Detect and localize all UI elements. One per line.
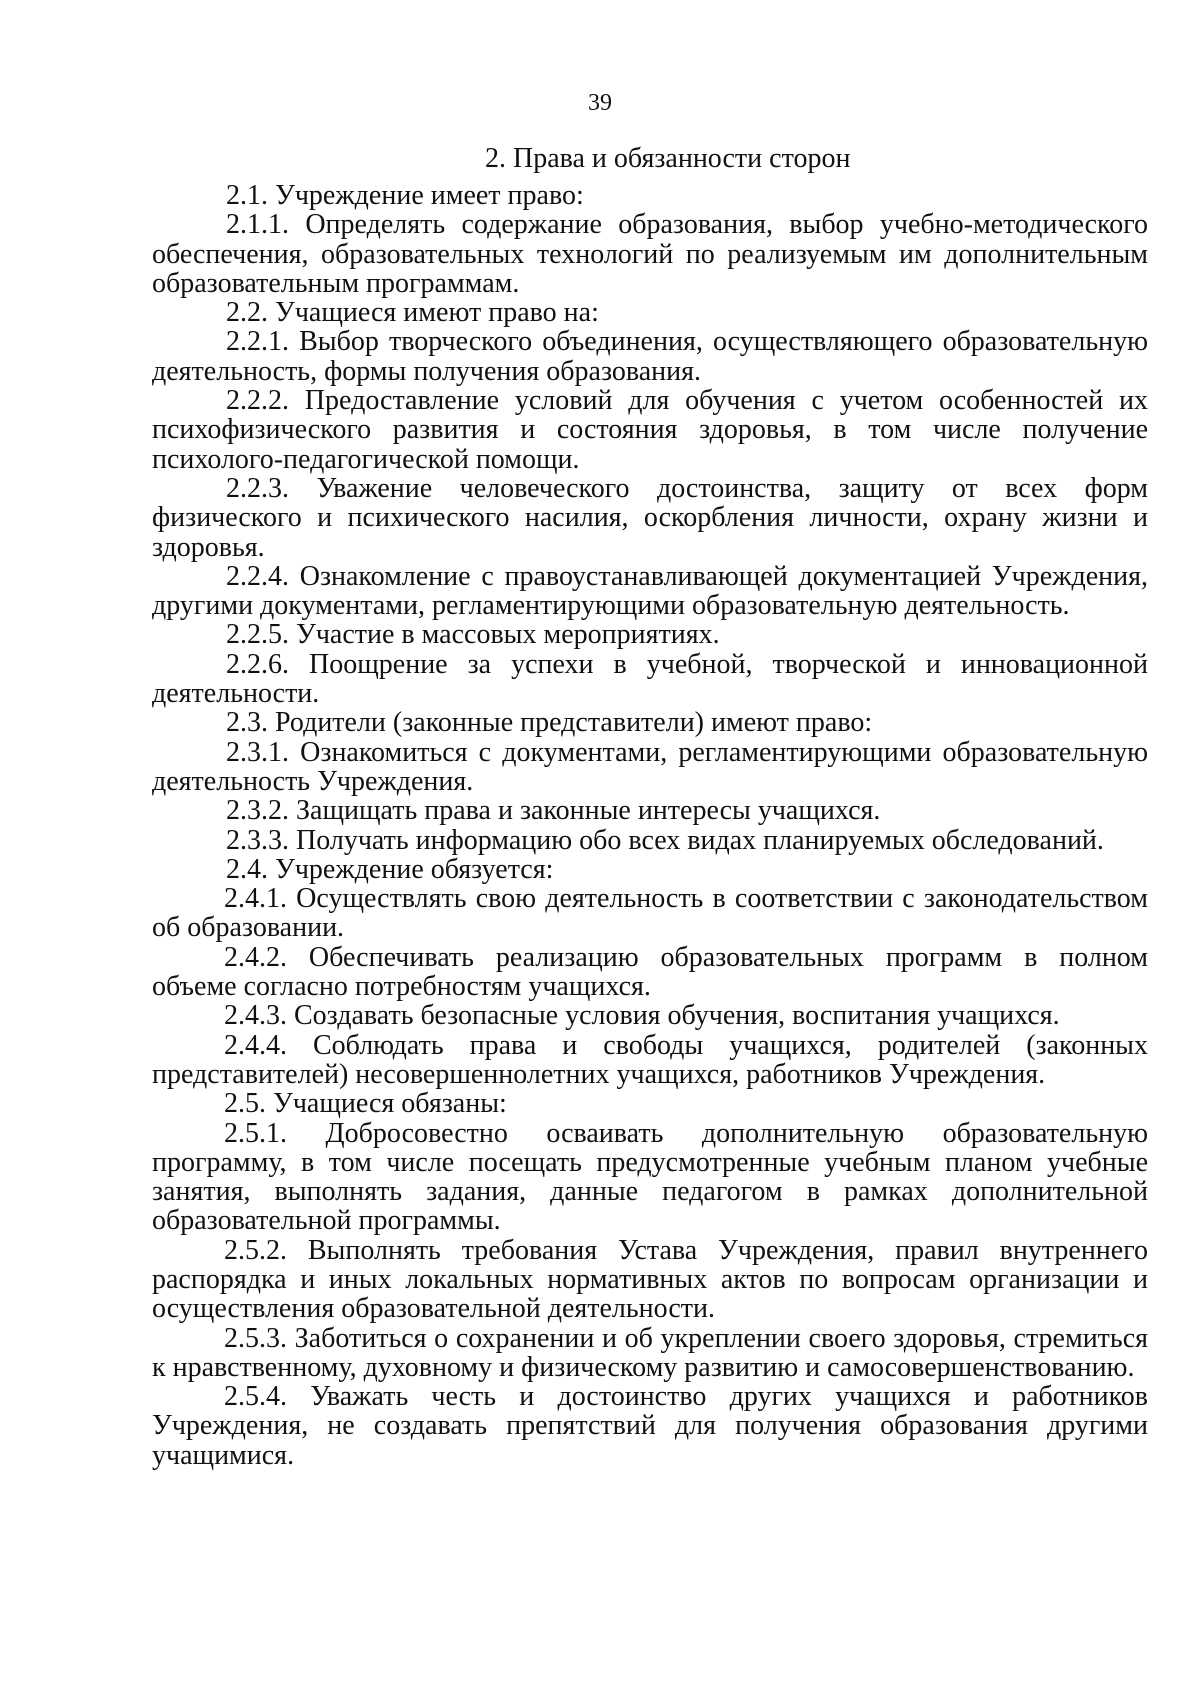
paragraph-2-5-1: 2.5.1. Добросовестно осваивать дополнительную образовательную программу, в том числе посещать предусмотренные учебным планом учебные занятия, выполнять задания, данные педагогом в рамках дополнительной образовательной программы. xyxy=(152,1117,1148,1237)
paragraph-2-4-1: 2.4.1. Осуществлять свою деятельность в соответствии с законодательством об образовании. xyxy=(152,883,1148,944)
section-title: 2. Права и обязанности сторон xyxy=(485,143,851,174)
paragraph-2-1: 2.1. Учреждение имеет право: xyxy=(226,180,584,211)
paragraph-2-4: 2.4. Учреждение обязуется: xyxy=(226,853,554,885)
paragraph-2-4-4: 2.4.4. Соблюдать права и свободы учащихся, родителей (законных представителей) несовершеннолетних учащихся, работников Учреждения. xyxy=(152,1029,1148,1090)
paragraph-2-5: 2.5. Учащиеся обязаны: xyxy=(224,1088,507,1120)
page-number: 39 xyxy=(588,90,612,116)
paragraph-2-2-5: 2.2.5. Участие в массовых мероприятиях. xyxy=(226,619,720,651)
paragraph-2-5-3: 2.5.3. Заботиться о сохранении и об укреплении своего здоровья, стремиться к нравственному, духовному и физическому развитию и самосовершенствованию. xyxy=(152,1322,1148,1383)
paragraph-2-2-3: 2.2.3. Уважение человеческого достоинства, защиту от всех форм физического и психического насилия, оскорбления личности, охрану жизни и здоровья. xyxy=(152,472,1148,563)
paragraph-2-1-1: 2.1.1. Определять содержание образования, выбор учебно-методического обеспечения, образовательных технологий по реализуемым им дополнительным образовательным программам. xyxy=(152,209,1148,299)
paragraph-2-2-6: 2.2.6. Поощрение за успехи в учебной, творческой и инновационной деятельности. xyxy=(152,648,1148,710)
paragraph-2-2-2: 2.2.2. Предоставление условий для обучения с учетом особенностей их психофизического развития и состояния здоровья, в том числе получение психолого-педагогической помощи. xyxy=(152,385,1148,475)
paragraph-2-2: 2.2. Учащиеся имеют право на: xyxy=(226,297,599,329)
document-body xyxy=(152,181,1148,1470)
paragraph-2-2-1: 2.2.1. Выбор творческого объединения, осуществляющего образовательную деятельность, формы получения образования. xyxy=(152,326,1148,387)
paragraph-2-2-4: 2.2.4. Ознакомление с правоустанавливающей документацией Учреждения, другими документами, регламентирующими образовательную деятельность. xyxy=(152,560,1148,622)
paragraph-2-4-2: 2.4.2. Обеспечивать реализацию образовательных программ в полном объеме согласно потребностям учащихся. xyxy=(152,941,1148,1003)
paragraph-2-5-4: 2.5.4. Уважать честь и достоинство других учащихся и работников Учреждения, не создавать препятствий для получения образования другими учащимися. xyxy=(152,1381,1148,1471)
paragraph-2-3: 2.3. Родители (законные представители) имеют право: xyxy=(226,707,873,739)
paragraph-2-4-3: 2.4.3. Создавать безопасные условия обучения, воспитания учащихся. xyxy=(224,1000,1060,1032)
paragraph-2-3-3: 2.3.3. Получать информацию обо всех видах планируемых обследований. xyxy=(226,824,1104,856)
paragraph-2-5-2: 2.5.2. Выполнять требования Устава Учреждения, правил внутреннего распорядка и иных локальных нормативных актов по вопросам организации и осуществления образовательной деятельности. xyxy=(152,1234,1148,1325)
paragraph-2-3-2: 2.3.2. Защищать права и законные интересы учащихся. xyxy=(226,795,881,827)
paragraph-2-3-1: 2.3.1. Ознакомиться с документами, регламентирующими образовательную деятельность Учреждения. xyxy=(152,736,1148,797)
